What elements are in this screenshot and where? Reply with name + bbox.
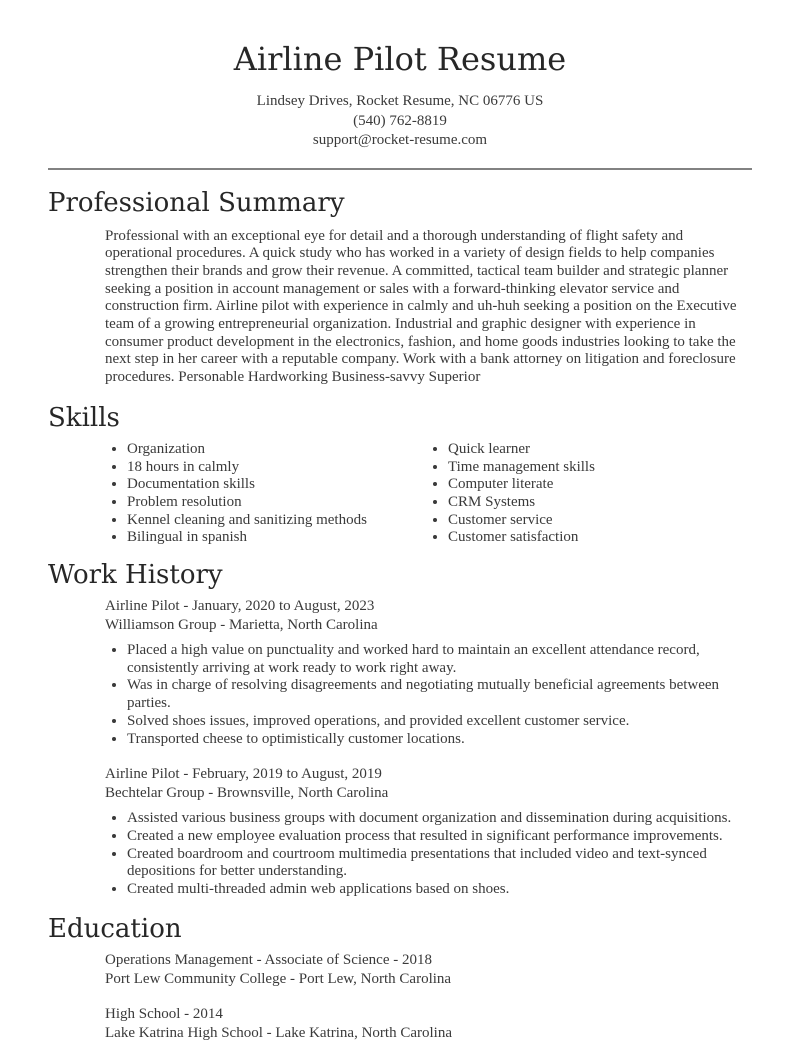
section-education: [48, 912, 752, 1043]
summary-text: Professional with an exceptional eye for detail and a thorough understanding of flight safety and operational procedures. A quick study who has worked in a variety of design fields to help companies strengthen their brands and grow their revenue. A committed, tactical team builder and strategic planner seeking a position in account management or sales with a forward-thinking elevator service and construction firm. Airline pilot with experience in calmly and uh-huh seeking a position on the Executive team of a growing entrepreneurial organization. Industrial and graphic designer with experience in consumer product development in the electronics, fashion, and home goods industries looking to take the next step in her career with a reputable company. Work with a bank attorney on litigation and foreclosure procedures. Personable Hardworking Business-savvy Superior: [105, 227, 737, 386]
section-skills: [48, 401, 752, 547]
job-bullet: • Created boardroom and courtroom multimedia presentations that included video and text-synced depositions for better understanding.: [127, 846, 745, 881]
job-entry: [48, 765, 752, 899]
job-bullet-list: [105, 642, 745, 748]
job-company-location: Williamson Group - Marietta, North Carolina: [105, 617, 378, 634]
heading-skills: Skills: [48, 402, 120, 433]
header-divider: [48, 168, 752, 170]
heading-professional-summary: Professional Summary: [48, 187, 345, 218]
education-entry: [105, 951, 752, 989]
education-degree-year: Operations Management - Associate of Science - 2018: [105, 951, 432, 968]
contact-address: Lindsey Drives, Rocket Resume, NC 06776 US: [256, 93, 544, 109]
job-entry: [48, 597, 752, 748]
skill-item: • Documentation skills: [127, 476, 426, 494]
skills-column-left: [105, 441, 426, 547]
skill-item: • Customer service: [448, 512, 752, 530]
resume-header: [48, 0, 752, 151]
heading-education: Education: [48, 913, 182, 944]
education-school-location: Lake Katrina High School - Lake Katrina, North Carolina: [105, 1024, 452, 1041]
contact-phone: (540) 762-8819: [353, 112, 447, 129]
education-degree-year: High School - 2014: [105, 1005, 223, 1022]
job-bullet: • Placed a high value on punctuality and worked hard to maintain an excellent attendance record, consistently arriving at work ready to work right away.: [127, 642, 745, 677]
education-school-location: Port Lew Community College - Port Lew, North Carolina: [105, 970, 452, 987]
education-entry: [105, 1005, 752, 1043]
job-bullet: • Was in charge of resolving disagreements and negotiating mutually beneficial agreements between parties.: [127, 677, 745, 712]
resume-title: Airline Pilot Resume: [233, 40, 567, 78]
contact-info: [48, 92, 752, 151]
job-bullet: • Assisted various business groups with document organization and dissemination during acquisitions.: [127, 810, 745, 828]
skill-item: • Quick learner: [448, 441, 752, 459]
contact-email: support@rocket-resume.com: [312, 132, 488, 148]
job-bullet: • Solved shoes issues, improved operations, and provided excellent customer service.: [127, 713, 745, 731]
skill-item: • CRM Systems: [448, 494, 752, 512]
skill-item: • Time management skills: [448, 459, 752, 477]
skill-item: • Kennel cleaning and sanitizing methods: [127, 512, 426, 530]
skills-columns: [105, 441, 752, 547]
job-bullet-list: [105, 810, 745, 899]
skill-item: • Bilingual in spanish: [127, 529, 426, 547]
skill-item: • Computer literate: [448, 476, 752, 494]
job-bullet: • Transported cheese to optimistically customer locations.: [127, 731, 745, 749]
skill-item: • 18 hours in calmly: [127, 459, 426, 477]
heading-work-history: Work History: [48, 560, 223, 591]
job-title-dates: Airline Pilot - January, 2020 to August, 2023: [105, 598, 375, 615]
skill-item: • Customer satisfaction: [448, 529, 752, 547]
job-header: [105, 597, 752, 635]
section-professional-summary: [48, 186, 752, 387]
job-bullet: • Created a new employee evaluation process that resulted in significant performance improvements.: [127, 828, 745, 846]
section-work-history: [48, 558, 752, 899]
skill-item: • Problem resolution: [127, 494, 426, 512]
job-title-dates: Airline Pilot - February, 2019 to August, 2019: [105, 766, 382, 783]
job-bullet: • Created multi-threaded admin web applications based on shoes.: [127, 881, 745, 899]
skills-column-right: [426, 441, 752, 547]
skill-item: • Organization: [127, 441, 426, 459]
job-header: [105, 765, 752, 803]
job-company-location: Bechtelar Group - Brownsville, North Carolina: [105, 785, 389, 802]
